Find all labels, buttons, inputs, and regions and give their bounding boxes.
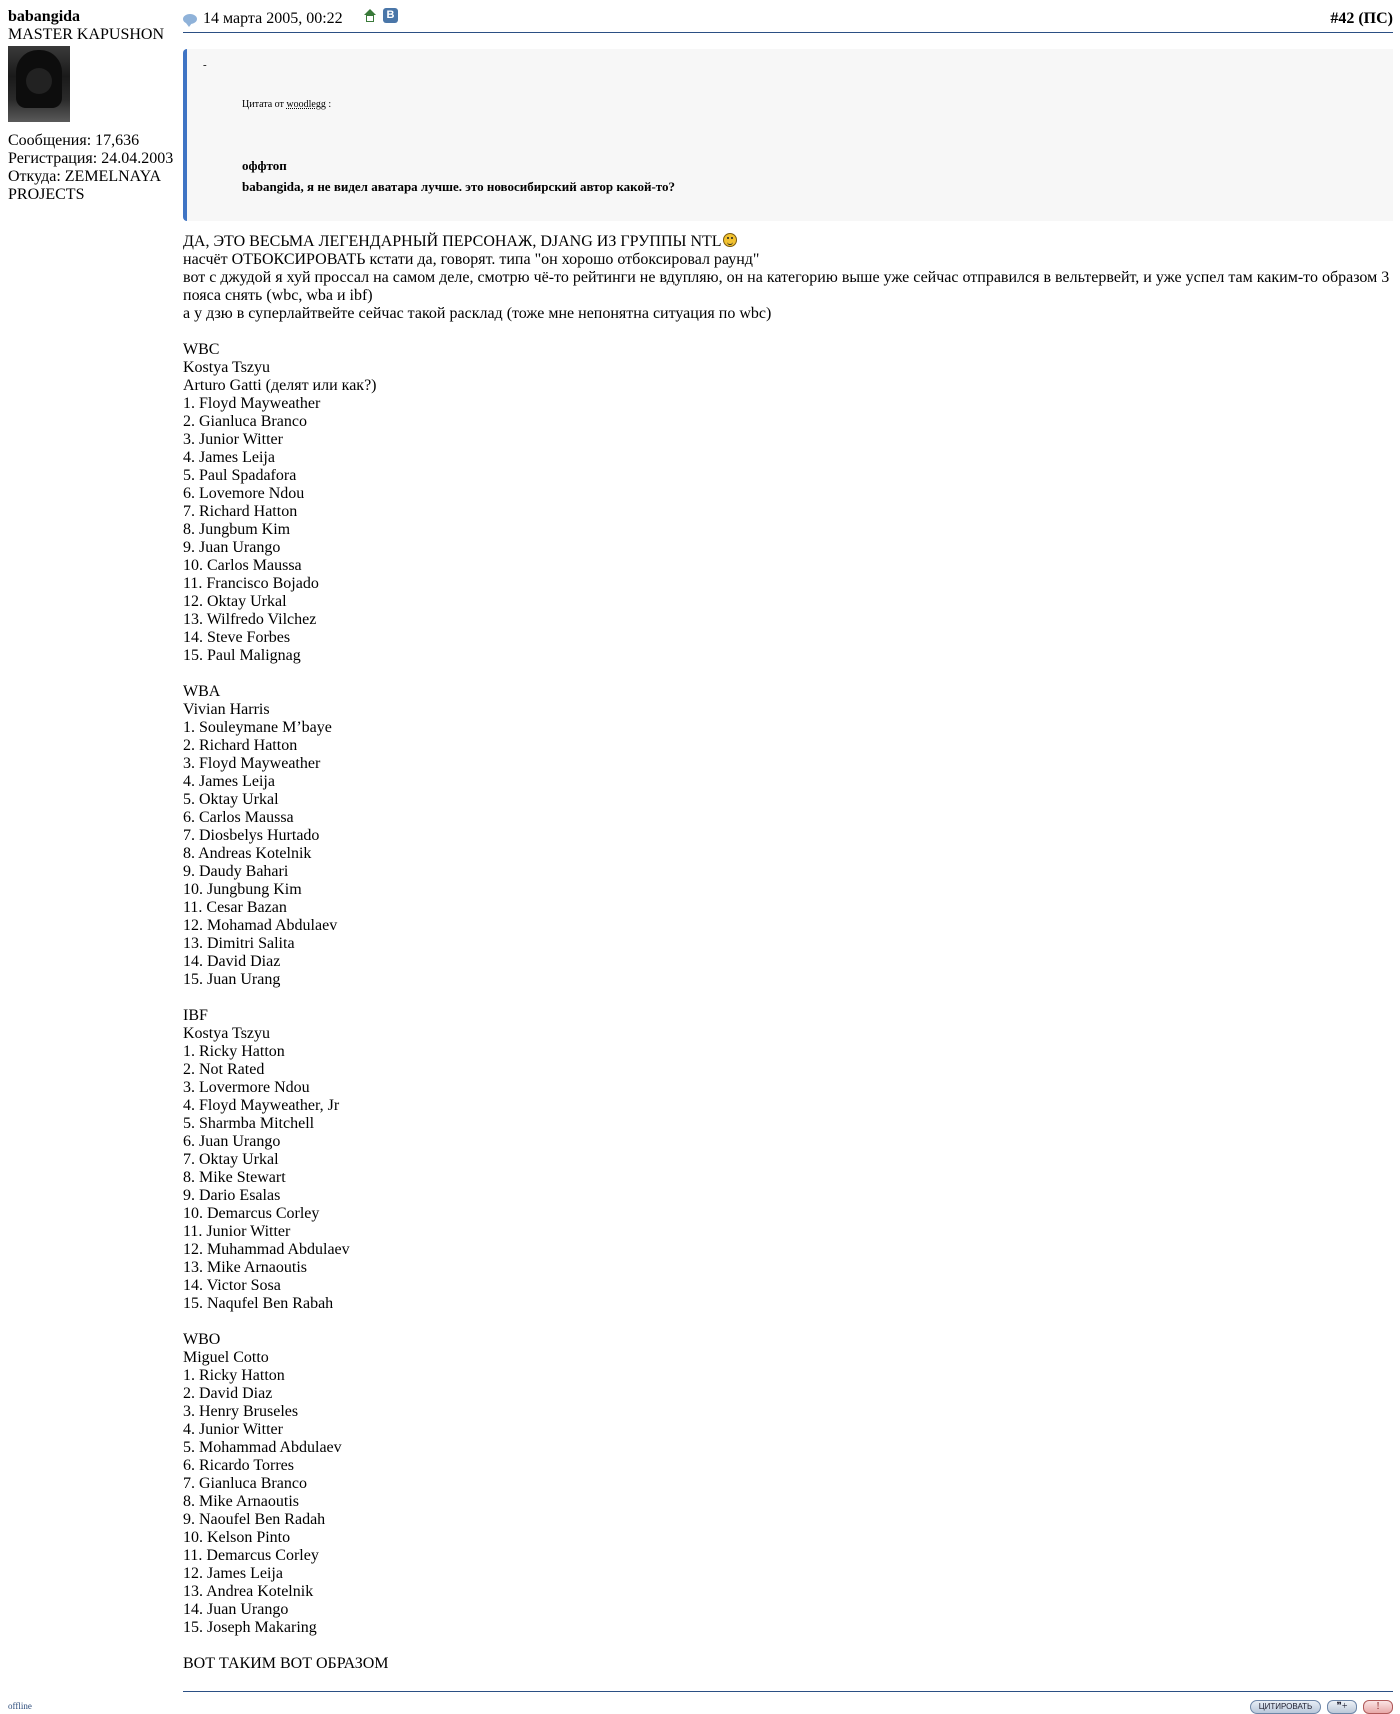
username[interactable]: babangida [8, 8, 81, 25]
wbo-section [183, 1331, 1393, 1637]
smiley-icon [723, 233, 737, 247]
intro-line-4: пояса снять (wbc, wba и ibf) [183, 287, 373, 304]
wbc-rank-item: 2. Gianluca Branco [183, 413, 307, 430]
intro-text-1: ДА, ЭТО ВЕСЬМА ЛЕГЕНДАРНЫЙ ПЕРСОНАЖ, DJANG ИЗ ГРУППЫ NTL [183, 233, 722, 250]
wba-section [183, 683, 1393, 989]
wbc-champion: Arturo Gatti (делят или как?) [183, 377, 377, 394]
ibf-title: IBF [183, 1007, 208, 1024]
wbo-rank-item: 1. Ricky Hatton [183, 1367, 285, 1384]
wbc-rank-item: 12. Oktay Urkal [183, 593, 287, 610]
avatar [8, 46, 70, 122]
intro-line-1 [183, 233, 1393, 251]
wba-rank-item: 15. Juan Urang [183, 971, 281, 988]
wba-rank-item: 7. Diosbelys Hurtado [183, 827, 320, 844]
wbc-rank-item: 7. Richard Hatton [183, 503, 298, 520]
home-icon[interactable] [363, 9, 377, 23]
ibf-rank-item: 5. Sharmba Mitchell [183, 1115, 315, 1132]
ibf-rank-item: 2. Not Rated [183, 1061, 265, 1078]
wba-rank-item: 2. Richard Hatton [183, 737, 298, 754]
ibf-rank-item: 6. Juan Urango [183, 1133, 281, 1150]
wba-rank-item: 6. Carlos Maussa [183, 809, 294, 826]
ibf-rank-item: 10. Demarcus Corley [183, 1205, 320, 1222]
post-date: 14 марта 2005, 00:22 [203, 10, 343, 27]
wbo-rank-item: 13. Andrea Kotelnik [183, 1583, 314, 1600]
outro-line: ВОТ ТАКИМ ВОТ ОБРАЗОМ [183, 1655, 389, 1672]
ibf-rank-item: 12. Muhammad Abdulaev [183, 1241, 350, 1258]
wbc-rank-item: 9. Juan Urango [183, 539, 281, 556]
user-registered: Регистрация: 24.04.2003 [8, 150, 174, 167]
wba-rank-item: 3. Floyd Mayweather [183, 755, 321, 772]
quote-prefix: Цитата от [242, 99, 284, 110]
avatar-face [26, 68, 52, 94]
vk-icon[interactable]: В [383, 8, 398, 23]
wba-rank-item: 4. James Leija [183, 773, 275, 790]
wba-rank-item: 12. Mohamad Abdulaev [183, 917, 338, 934]
wbc-rank-item: 3. Junior Witter [183, 431, 283, 448]
wbc-rank-item: 5. Paul Spadafora [183, 467, 297, 484]
quote-block [183, 49, 1393, 221]
wbc-rank-item: 4. James Leija [183, 449, 275, 466]
user-location: Откуда: ZEMELNAYA [8, 168, 162, 185]
message-bubble-icon [183, 14, 197, 24]
ibf-rank-item: 11. Junior Witter [183, 1223, 291, 1240]
wba-rank-item: 13. Dimitri Salita [183, 935, 295, 952]
wbc-rank-item: 15. Paul Malignag [183, 647, 301, 664]
wbo-rank-item: 11. Demarcus Corley [183, 1547, 319, 1564]
status-offline: offline [8, 1701, 32, 1711]
ibf-champion: Kostya Tszyu [183, 1025, 271, 1042]
wbo-rank-item: 10. Kelson Pinto [183, 1529, 291, 1546]
ibf-rank-item: 1. Ricky Hatton [183, 1043, 285, 1060]
ibf-rank-item: 14. Victor Sosa [183, 1277, 281, 1294]
quote-header [242, 99, 331, 110]
wbc-title: WBC [183, 341, 220, 358]
wba-rank-item: 8. Andreas Kotelnik [183, 845, 312, 862]
post-body [183, 233, 1393, 1673]
user-title: MASTER KAPUSHON [8, 26, 165, 43]
user-location-cont: PROJECTS [8, 186, 85, 203]
post-footer-buttons [1250, 1700, 1393, 1714]
intro-line-5: а у дзю в суперлайтвейте сейчас такой расклад (тоже мне непонятна ситуация по wbc) [183, 305, 772, 322]
wbo-rank-item: 15. Joseph Makaring [183, 1619, 317, 1636]
post-footer-divider [183, 1691, 1393, 1692]
wbc-rank-item: 13. Wilfredo Vilchez [183, 611, 317, 628]
wba-rank-item: 1. Souleymane M’baye [183, 719, 332, 736]
wbo-rank-item: 5. Mohammad Abdulaev [183, 1439, 342, 1456]
ibf-rank-item: 13. Mike Arnaoutis [183, 1259, 307, 1276]
wba-rank-item: 10. Jungbung Kim [183, 881, 302, 898]
post-content [183, 6, 1393, 1673]
intro-line-2: насчёт ОТБОКСИРОВАТЬ кстати да, говорят. типа "он хорошо отбоксировал раунд" [183, 251, 760, 268]
wbc-section [183, 341, 1393, 665]
wbo-rank-item: 4. Junior Witter [183, 1421, 283, 1438]
wba-rank-item: 11. Cesar Bazan [183, 899, 287, 916]
post-header [183, 6, 1393, 33]
quote-author[interactable]: woodlegg [286, 99, 326, 110]
post-number[interactable]: #42 (ПС) [1330, 10, 1393, 27]
wba-rank-item: 14. David Diaz [183, 953, 281, 970]
ibf-rank-item: 3. Lovermore Ndou [183, 1079, 310, 1096]
wbc-rank-item: 14. Steve Forbes [183, 629, 291, 646]
ibf-rank-item: 9. Dario Esalas [183, 1187, 281, 1204]
quote-suffix: : [328, 99, 332, 110]
wbo-rank-item: 8. Mike Arnaoutis [183, 1493, 299, 1510]
intro-line-3: вот с джудой я хуй проссал на самом деле, смотрю чё-то рейтинги не вдупляю, он на категорию выше уже сейчас отправился в вельтервейт, и уже успел там каким-то образом 3 [183, 269, 1390, 286]
post-date-wrap [183, 10, 343, 28]
user-messages: Сообщения: 17,636 [8, 132, 140, 149]
wba-rank-item: 9. Daudy Bahari [183, 863, 289, 880]
wbo-rank-item: 7. Gianluca Branco [183, 1475, 307, 1492]
wbc-rank-item: 11. Francisco Bojado [183, 575, 319, 592]
quote-line-1: оффтоп [242, 158, 287, 173]
wbc-rank-item: 10. Carlos Maussa [183, 557, 302, 574]
ibf-section [183, 1007, 1393, 1313]
post-header-icons [363, 8, 398, 23]
wbc-rank-item: 1. Floyd Mayweather [183, 395, 321, 412]
quote-line-2: babangida, я не видел аватара лучше. это новосибирский автор какой-то? [242, 179, 675, 194]
wbo-rank-item: 2. David Diaz [183, 1385, 273, 1402]
wbo-rank-item: 3. Henry Bruseles [183, 1403, 299, 1420]
wbo-champion: Miguel Cotto [183, 1349, 269, 1366]
quote-button[interactable]: ЦИТИРОВАТЬ [1250, 1700, 1321, 1714]
ibf-rank-item: 8. Mike Stewart [183, 1169, 286, 1186]
quote-dash: - [203, 59, 207, 71]
multiquote-button[interactable]: ❞+ [1327, 1700, 1357, 1714]
wbc-champion: Kostya Tszyu [183, 359, 271, 376]
wbo-rank-item: 12. James Leija [183, 1565, 283, 1582]
wba-title: WBA [183, 683, 221, 700]
wbo-title: WBO [183, 1331, 221, 1348]
wbo-rank-item: 14. Juan Urango [183, 1601, 289, 1618]
wba-rank-item: 5. Oktay Urkal [183, 791, 279, 808]
report-button[interactable]: ! [1363, 1700, 1393, 1714]
ibf-rank-item: 4. Floyd Mayweather, Jr [183, 1097, 340, 1114]
user-info [8, 8, 178, 204]
wbc-rank-item: 8. Jungbum Kim [183, 521, 291, 538]
ibf-rank-item: 7. Oktay Urkal [183, 1151, 279, 1168]
ibf-rank-item: 15. Naqufel Ben Rabah [183, 1295, 334, 1312]
wbo-rank-item: 9. Naoufel Ben Radah [183, 1511, 326, 1528]
wbo-rank-item: 6. Ricardo Torres [183, 1457, 294, 1474]
wba-champion: Vivian Harris [183, 701, 270, 718]
wbc-rank-item: 6. Lovemore Ndou [183, 485, 305, 502]
